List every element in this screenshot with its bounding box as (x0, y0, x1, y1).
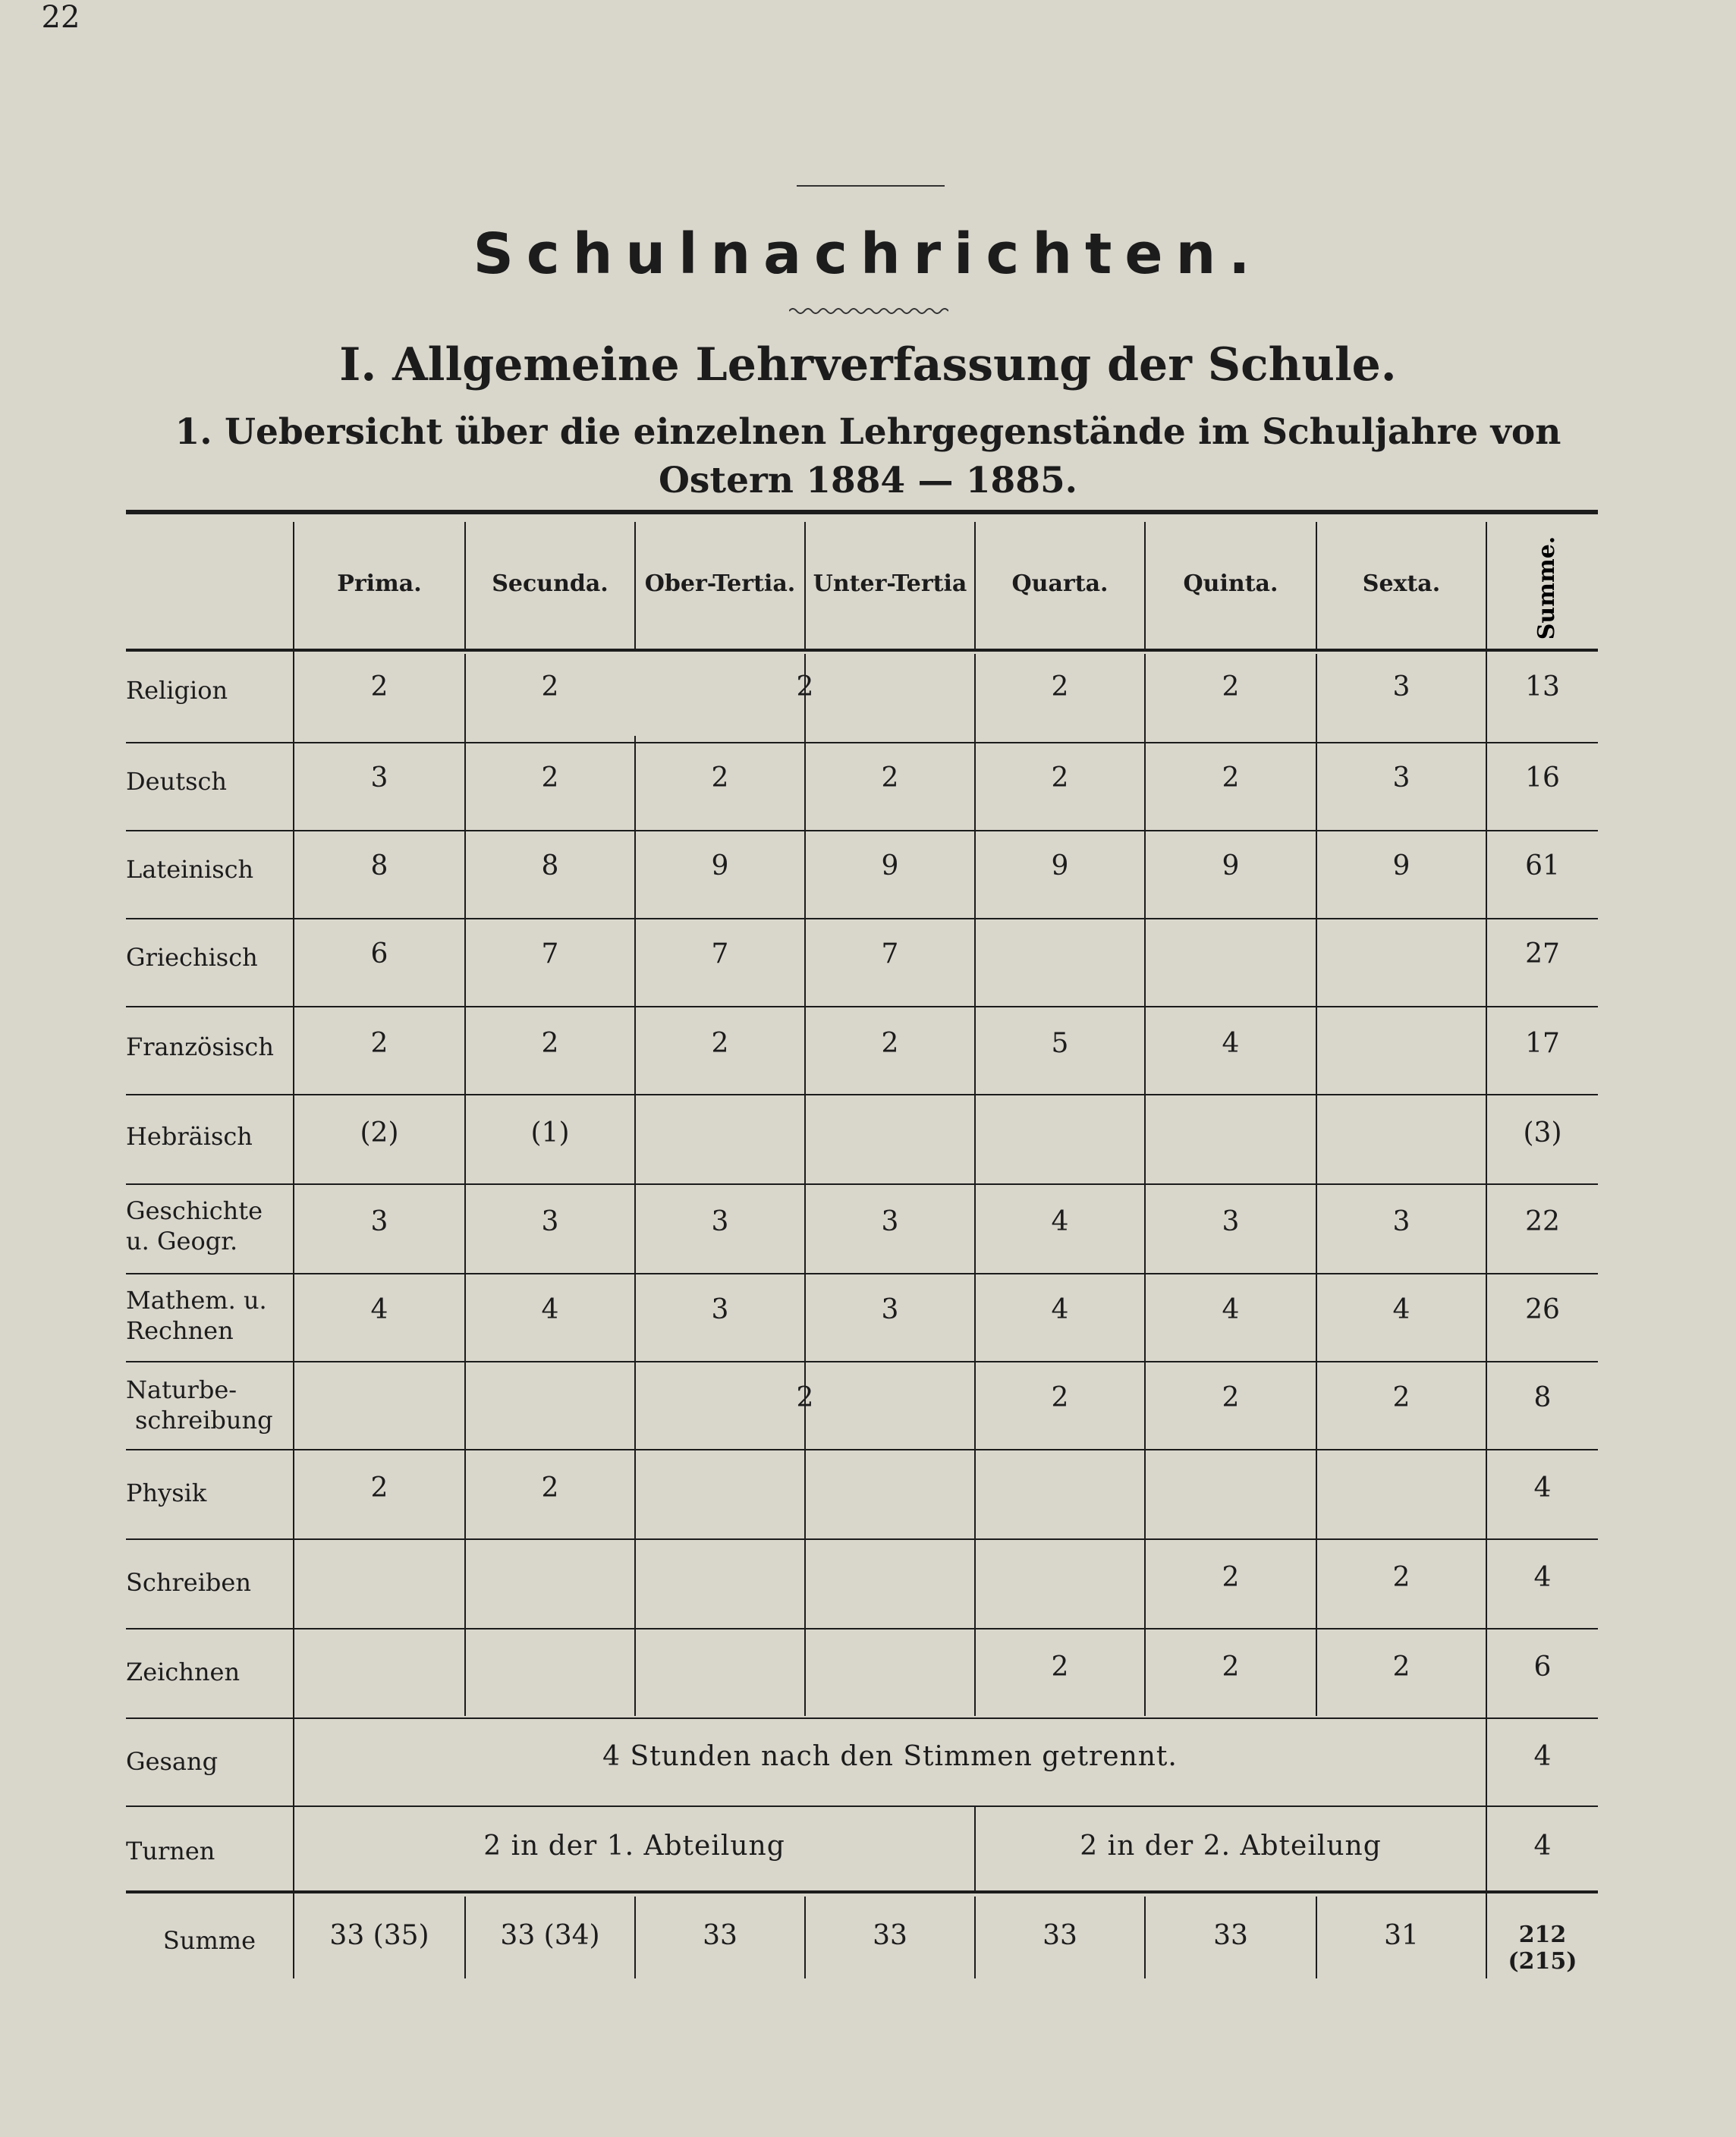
row-separator (126, 1183, 1598, 1185)
cell-franzoesisch-summe: 17 (1525, 1028, 1560, 1059)
cell-franzoesisch-ober-tertia: 2 (711, 1028, 729, 1059)
cell-physik-summe: 4 (1533, 1472, 1552, 1504)
page-title: Schulnachrichten. (473, 222, 1263, 287)
cell-geschichte-sexta: 3 (1392, 1206, 1410, 1237)
col-separator (1144, 654, 1146, 1716)
svg-text:Summe.: Summe. (1533, 536, 1560, 640)
row-label-turnen: Turnen (126, 1837, 215, 1865)
cell-deutsch-quarta: 2 (1051, 762, 1069, 794)
col-header-unter-tertia: Unter-Tertia (813, 570, 967, 597)
row-label-religion: Religion (126, 676, 228, 705)
subheading-line-2: Ostern 1884 — 1885. (658, 460, 1078, 501)
cell-deutsch-prima: 3 (370, 762, 388, 794)
cell-lateinisch-sexta: 9 (1392, 850, 1410, 882)
cell-deutsch-sexta: 3 (1392, 762, 1410, 794)
cell-hebraeisch-prima: (2) (360, 1117, 399, 1149)
cell-mathematik-prima: 4 (370, 1294, 388, 1325)
cell-naturbeschreibung-sexta: 2 (1392, 1382, 1410, 1413)
cell-hebraeisch-secunda: (1) (530, 1117, 570, 1149)
header-bottom-rule (126, 649, 1598, 652)
col-separator (1316, 654, 1317, 1716)
cell-turnen-group-1: 2 in der 1. Abteilung (483, 1831, 785, 1862)
row-separator (126, 1006, 1598, 1007)
cell-gesang-summe: 4 (1533, 1741, 1552, 1772)
row-label-zeichnen: Zeichnen (126, 1658, 241, 1686)
cell-schreiben-summe: 4 (1533, 1562, 1552, 1593)
row-separator (126, 1449, 1598, 1450)
row-separator (126, 1805, 1598, 1807)
row-label-physik: Physik (126, 1479, 207, 1507)
cell-deutsch-ober-tertia: 2 (711, 762, 729, 794)
cell-deutsch-quinta: 2 (1222, 762, 1240, 794)
col-separator (464, 654, 466, 1716)
cell-religion-summe: 13 (1525, 671, 1560, 702)
cell-griechisch-summe: 27 (1525, 938, 1560, 970)
row-separator (126, 742, 1598, 743)
cell-mathematik-quarta: 4 (1051, 1294, 1069, 1325)
cell-zeichnen-summe: 6 (1533, 1651, 1552, 1683)
cell-naturbeschreibung-quinta: 2 (1222, 1382, 1240, 1413)
total-prima: 33 (35) (329, 1920, 429, 1951)
cell-zeichnen-quinta: 2 (1222, 1651, 1240, 1683)
page-number-rule (797, 185, 945, 187)
total-secunda: 33 (34) (500, 1920, 600, 1951)
row-separator (126, 1273, 1598, 1274)
cell-lateinisch-secunda: 8 (541, 850, 559, 882)
row-label-deutsch: Deutsch (126, 767, 228, 796)
cell-zeichnen-quarta: 2 (1051, 1651, 1069, 1683)
row-label-line: Rechnen (126, 1316, 234, 1345)
row-label-griechisch: Griechisch (126, 943, 258, 972)
table-top-rule (126, 510, 1598, 514)
cell-religion-prima: 2 (370, 671, 388, 702)
col-header-sexta: Sexta. (1362, 570, 1441, 597)
cell-geschichte-quarta: 4 (1051, 1206, 1069, 1237)
row-label-line: Mathem. u. (126, 1286, 267, 1315)
cell-griechisch-unter-tertia: 7 (881, 938, 899, 970)
cell-zeichnen-sexta: 2 (1392, 1651, 1410, 1683)
total-quinta: 33 (1213, 1920, 1248, 1951)
col-header-quinta: Quinta. (1183, 570, 1278, 597)
cell-geschichte-unter-tertia: 3 (881, 1206, 899, 1237)
row-separator (126, 1094, 1598, 1095)
cell-physik-secunda: 2 (541, 1472, 559, 1504)
row-label-line: u. Geogr. (126, 1227, 238, 1255)
col-header-ober-tertia: Ober-Tertia. (644, 570, 796, 597)
cell-naturbeschreibung-tertia: 2 (796, 1382, 814, 1413)
cell-lateinisch-prima: 8 (370, 850, 388, 882)
cell-griechisch-ober-tertia: 7 (711, 938, 729, 970)
row-label-hebraeisch: Hebräisch (126, 1122, 253, 1151)
cell-franzoesisch-quinta: 4 (1222, 1028, 1240, 1059)
row-separator (126, 830, 1598, 831)
cell-mathematik-quinta: 4 (1222, 1294, 1240, 1325)
row-separator (126, 918, 1598, 919)
cell-griechisch-prima: 6 (370, 938, 388, 970)
cell-turnen-group-2: 2 in der 2. Abteilung (1080, 1831, 1382, 1862)
row-separator (126, 1538, 1598, 1540)
page-number: 22 (41, 0, 80, 35)
row-label-lateinisch: Lateinisch (126, 855, 254, 884)
row-separator (126, 1717, 1598, 1719)
cell-franzoesisch-secunda: 2 (541, 1028, 559, 1059)
cell-religion-quinta: 2 (1222, 671, 1240, 702)
cell-religion-secunda: 2 (541, 671, 559, 702)
section-heading: I. Allgemeine Lehrverfassung der Schule. (339, 338, 1397, 391)
cell-lateinisch-unter-tertia: 9 (881, 850, 899, 882)
cell-schreiben-sexta: 2 (1392, 1562, 1410, 1593)
cell-religion-quarta: 2 (1051, 671, 1069, 702)
total-quarta: 33 (1043, 1920, 1077, 1951)
cell-religion-sexta: 3 (1392, 671, 1410, 702)
cell-geschichte-secunda: 3 (541, 1206, 559, 1237)
cell-geschichte-summe: 22 (1525, 1206, 1560, 1237)
cell-geschichte-quinta: 3 (1222, 1206, 1240, 1237)
subheading-line-1: 1. Uebersicht über die einzelnen Lehrgegenstände im Schuljahre von (175, 411, 1561, 453)
total-unter-tertia: 33 (873, 1920, 907, 1951)
col-header-summe (1510, 531, 1586, 645)
cell-deutsch-summe: 16 (1525, 762, 1560, 794)
cell-hebraeisch-summe: (3) (1523, 1117, 1562, 1149)
col-separator (804, 1457, 806, 1716)
totals-label: Summe (162, 1926, 256, 1955)
col-separator (974, 654, 976, 1716)
cell-naturbeschreibung-summe: 8 (1533, 1382, 1552, 1413)
cell-griechisch-secunda: 7 (541, 938, 559, 970)
cell-mathematik-unter-tertia: 3 (881, 1294, 899, 1325)
col-header-quarta: Quarta. (1011, 570, 1109, 597)
total-ober-tertia: 33 (703, 1920, 737, 1951)
decorative-wave-divider (789, 303, 948, 319)
cell-mathematik-sexta: 4 (1392, 1294, 1410, 1325)
cell-lateinisch-ober-tertia: 9 (711, 850, 729, 882)
col-header-secunda: Secunda. (492, 570, 609, 597)
row-label-gesang: Gesang (126, 1747, 219, 1776)
cell-gesang-merged: 4 Stunden nach den Stimmen getrennt. (602, 1741, 1178, 1772)
cell-turnen-summe: 4 (1533, 1831, 1552, 1862)
cell-mathematik-ober-tertia: 3 (711, 1294, 729, 1325)
row-label-line: Naturbe- (126, 1375, 237, 1404)
total-sexta: 31 (1384, 1920, 1419, 1951)
cell-deutsch-secunda: 2 (541, 762, 559, 794)
cell-naturbeschreibung-quarta: 2 (1051, 1382, 1069, 1413)
cell-lateinisch-quinta: 9 (1222, 850, 1240, 882)
col-header-prima: Prima. (337, 570, 422, 597)
row-label-franzoesisch: Französisch (126, 1032, 274, 1061)
cell-geschichte-prima: 3 (370, 1206, 388, 1237)
row-label-mathematik (126, 1285, 293, 1346)
row-label-line: schreibung (135, 1406, 273, 1435)
row-label-geschichte (126, 1196, 293, 1256)
cell-religion-tertia: 2 (796, 671, 814, 702)
row-separator (126, 1628, 1598, 1629)
row-label-line: Geschichte (126, 1196, 263, 1225)
cell-mathematik-secunda: 4 (541, 1294, 559, 1325)
cell-mathematik-summe: 26 (1525, 1294, 1560, 1325)
cell-lateinisch-quarta: 9 (1051, 850, 1069, 882)
total-summe: 212 (215) (1508, 1922, 1577, 1975)
totals-top-rule (126, 1890, 1598, 1893)
cell-franzoesisch-unter-tertia: 2 (881, 1028, 899, 1059)
row-separator (126, 1361, 1598, 1362)
cell-geschichte-ober-tertia: 3 (711, 1206, 729, 1237)
cell-franzoesisch-prima: 2 (370, 1028, 388, 1059)
cell-franzoesisch-quarta: 5 (1051, 1028, 1069, 1059)
row-label-naturbeschreibung (126, 1375, 293, 1435)
cell-physik-prima: 2 (370, 1472, 388, 1504)
cell-schreiben-quinta: 2 (1222, 1562, 1240, 1593)
cell-lateinisch-summe: 61 (1525, 850, 1560, 882)
row-label-schreiben: Schreiben (126, 1568, 251, 1597)
cell-deutsch-unter-tertia: 2 (881, 762, 899, 794)
